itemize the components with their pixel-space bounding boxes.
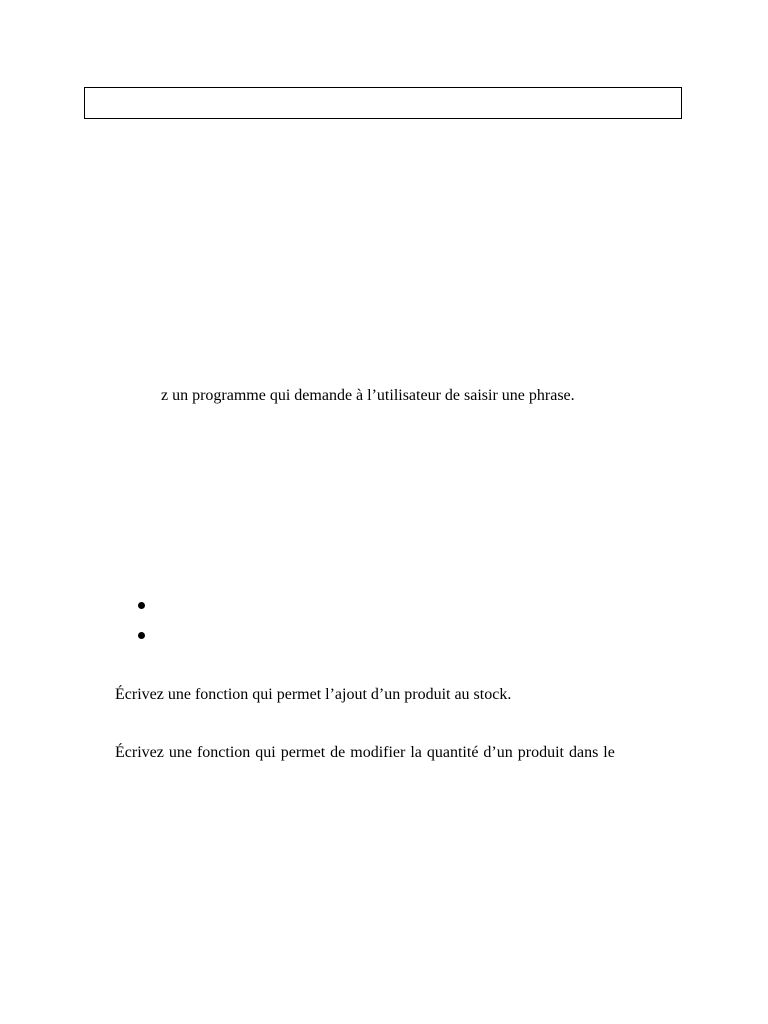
bullet-icon [138, 632, 145, 639]
bullet-item [138, 594, 638, 624]
bullet-icon [138, 602, 145, 609]
paragraph-add-product: Écrivez une fonction qui permet l’ajout d’un produit au stock. [115, 686, 512, 703]
bullet-item [138, 624, 638, 654]
paragraph-modify-quantity: Écrivez une fonction qui permet de modifier la quantité d’un produit dans le [115, 744, 615, 761]
bullet-list [138, 594, 638, 654]
header-box [84, 87, 682, 119]
paragraph-program-prompt: z un programme qui demande à l’utilisateur de saisir une phrase. [161, 387, 575, 404]
